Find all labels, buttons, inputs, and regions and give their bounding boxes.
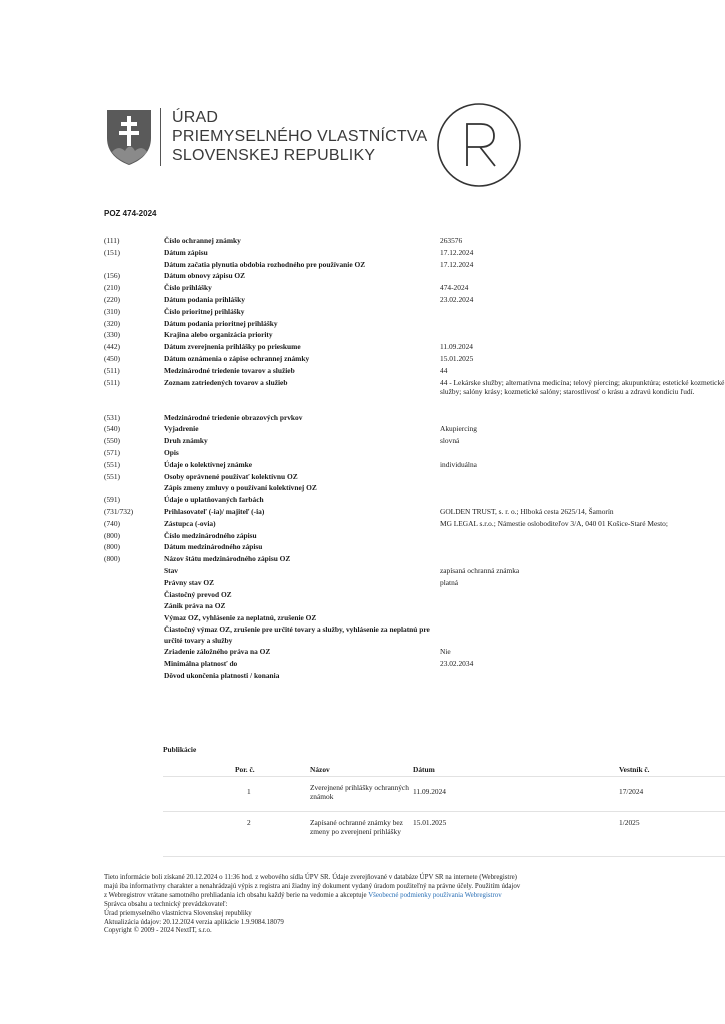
publication-vestnik: 17/2024 [619, 787, 644, 796]
field-code: (531) [104, 412, 121, 422]
field-label: Číslo ochrannej známky [164, 236, 241, 245]
office-name-line-2: PRIEMYSELNÉHO VLASTNÍCTVA [172, 128, 428, 145]
field-label: Názov štátu medzinárodného zápisu OZ [164, 554, 291, 564]
field-label: Medzinárodné triedenie tovarov a služieb [164, 365, 295, 375]
field-value: 474-2024 [440, 283, 469, 293]
field-value: GOLDEN TRUST, s. r. o.; Hlboká cesta 2625/14, Šamorín [440, 506, 614, 516]
field-code: (740) [104, 518, 121, 528]
table-row [104, 259, 725, 271]
field-label: Čiastočný výmaz OZ, zrušenie pre určité tovary a služby, vyhlásenie za neplatnú pre určité tovary a služby [164, 624, 430, 645]
field-value: 44 [440, 365, 448, 375]
table-row [104, 247, 725, 259]
table-row [104, 459, 725, 471]
field-code: (511) [104, 377, 120, 387]
slovak-coat-of-arms-icon [104, 108, 154, 166]
field-value: 44 - Lekárske služby; alternatívna medicína; telový piercing; akupunktúra; estetické kozmetické služby; salóny krásy; kozmetické salóny; starostlivosť o krásu a zdravú kondíciu ľudí. [440, 378, 725, 397]
field-code: (210) [104, 283, 121, 293]
publication-vestnik: 1/2025 [619, 818, 640, 827]
field-value: slovná [440, 436, 460, 446]
field-label: Prihlasovateľ (-ia)/ majiteľ (-ia) [164, 506, 265, 516]
table-row [163, 812, 725, 857]
field-code: (220) [104, 294, 121, 304]
footer-line [104, 892, 724, 901]
table-row [104, 553, 725, 565]
publications-table [163, 762, 725, 857]
table-row [104, 423, 725, 435]
table-row [104, 294, 725, 306]
field-label: Dátum podania prioritnej prihlášky [164, 318, 278, 328]
field-label: Zriadenie záložného práva na OZ [164, 646, 271, 656]
header-datum: Dátum [413, 765, 435, 774]
field-label: Zástupca (-ovia) [164, 518, 216, 528]
field-value: 23.02.2024 [440, 294, 474, 304]
footer-line: majú iba informatívny charakter a nenahrádzajú výpis z registra ani žiadny iný dokument vydaný úradom použiteľný na právne účely. Použitím údajov [104, 882, 521, 890]
field-label: Číslo prioritnej prihlášky [164, 306, 245, 316]
header-divider [160, 108, 161, 166]
footer-line: Správca obsahu a technický prevádzkovateľ: [104, 900, 228, 908]
field-code: (511) [104, 365, 120, 375]
document-id: POZ 474-2024 [104, 209, 157, 218]
field-label: Číslo medzinárodného zápisu [164, 530, 257, 540]
field-code: (156) [104, 271, 121, 281]
table-row [104, 589, 725, 601]
footer-line: Copyright © 2009 - 2024 NextIT, s.r.o. [104, 927, 212, 935]
footer-line: Tieto informácie boli získané 20.12.2024 o 11:36 hod. z webového sídla ÚPV SR. Údaje zverejňované v databáze ÚPV SR na internete (Webregistre) [104, 874, 517, 881]
field-label: Zápis zmeny zmluvy o používaní kolektívnej OZ [164, 483, 317, 493]
office-header [104, 108, 724, 188]
table-row [104, 341, 725, 353]
field-label: Opis [164, 447, 179, 457]
field-code: (571) [104, 447, 121, 457]
footer-disclaimer [104, 874, 724, 936]
table-row [104, 518, 725, 530]
field-code: (551) [104, 459, 121, 469]
field-label: Dátum začatia plynutia obdobia rozhodného pre používanie OZ [164, 259, 366, 269]
field-label: Údaje o kolektívnej známke [164, 459, 253, 469]
field-code: (450) [104, 353, 121, 363]
footer-line: Aktualizácia údajov: 20.12.2024 verzia aplikácie 1.9.9084.18079 [104, 918, 284, 926]
table-row [104, 412, 725, 424]
table-row [104, 329, 725, 341]
field-code: (800) [104, 554, 121, 564]
field-label: Dátum medzinárodného zápisu [164, 542, 263, 552]
field-label: Stav [164, 565, 178, 575]
field-value: Akupiercing [440, 424, 477, 434]
table-row [104, 270, 725, 282]
field-value: zapísaná ochranná známka [440, 565, 520, 575]
table-row [104, 577, 725, 589]
field-label: Zánik práva na OZ [164, 601, 226, 611]
record-table [104, 235, 725, 681]
registered-trademark-icon [434, 100, 524, 190]
table-row [104, 235, 725, 247]
field-label: Právny stav OZ [164, 577, 215, 587]
header-vestnik: Vestník č. [619, 765, 650, 774]
field-label: Osoby oprávnené používať kolektívnu OZ [164, 471, 298, 481]
field-value: MG LEGAL s.r.o.; Námestie osloboditeľov 3/A, 040 01 Košice-Staré Mesto; [440, 518, 668, 528]
field-value: platná [440, 577, 459, 587]
table-row [104, 658, 725, 670]
field-value: individuálna [440, 459, 477, 469]
field-code: (540) [104, 424, 121, 434]
field-label: Minimálna platnosť do [164, 658, 238, 668]
table-row [104, 482, 725, 494]
header-nazov: Názov [310, 765, 330, 774]
office-name [172, 108, 427, 165]
table-row [163, 777, 725, 812]
table-row [104, 353, 725, 365]
publication-por: 2 [247, 818, 251, 827]
field-label: Vyjadrenie [164, 424, 199, 434]
publications-header-row [163, 762, 725, 777]
field-label: Údaje o uplatňovaných farbách [164, 495, 264, 505]
field-code: (310) [104, 306, 121, 316]
table-row [104, 565, 725, 577]
table-row [104, 612, 725, 624]
publication-nazov: Zapísané ochranné známky bez zmeny po zverejnení prihlášky [310, 818, 403, 836]
field-value: Nie [440, 646, 451, 656]
field-label: Čiastočný prevod OZ [164, 589, 232, 599]
table-row [104, 624, 725, 646]
field-label: Medzinárodné triedenie obrazových prvkov [164, 412, 303, 422]
publication-por: 1 [247, 787, 251, 796]
field-code: (330) [104, 330, 121, 340]
field-code: (442) [104, 342, 121, 352]
field-value: 263576 [440, 236, 463, 245]
office-name-line-3: SLOVENSKEJ REPUBLIKY [172, 147, 376, 164]
field-code: (731/732) [104, 506, 134, 516]
field-code: (320) [104, 318, 121, 328]
field-value: 15.01.2025 [440, 353, 474, 363]
field-label: Číslo prihlášky [164, 283, 212, 293]
field-label: Dátum zverejnenia prihlášky po prieskume [164, 342, 301, 352]
table-row [104, 318, 725, 330]
table-row [104, 365, 725, 377]
field-value: 11.09.2024 [440, 342, 473, 352]
field-label: Dátum podania prihlášky [164, 294, 245, 304]
table-row [104, 670, 725, 682]
publication-datum: 11.09.2024 [413, 787, 446, 796]
field-label: Druh známky [164, 436, 208, 446]
field-label: Dôvod ukončenia platnosti / konania [164, 670, 280, 680]
table-row [104, 506, 725, 518]
table-row [104, 494, 725, 506]
field-code: (800) [104, 542, 121, 552]
table-row [104, 306, 725, 318]
field-code: (151) [104, 247, 121, 257]
table-row [104, 471, 725, 483]
office-name-line-1: ÚRAD [172, 109, 219, 126]
field-value: 23.02.2034 [440, 658, 474, 668]
footer-text: z Webregistrov vrátane samotného prehliadania ich obsahu každý berie na vedomie a akceptuje [104, 891, 369, 899]
publications-title: Publikácie [163, 745, 197, 754]
footer-line: Úrad priemyselného vlastníctva Slovenskej republiky [104, 909, 252, 917]
table-row [104, 541, 725, 553]
table-row [104, 435, 725, 447]
field-code: (591) [104, 495, 121, 505]
field-label: Dátum oznámenia o zápise ochrannej známky [164, 353, 310, 363]
field-value: 17.12.2024 [440, 259, 474, 269]
field-label: Zoznam zatriedených tovarov a služieb [164, 377, 288, 387]
field-label: Krajina alebo organizácia priority [164, 330, 273, 340]
publication-nazov: Zverejnené prihlášky ochranných známok [310, 783, 409, 801]
field-value: 17.12.2024 [440, 247, 474, 257]
table-row [104, 646, 725, 658]
table-row [104, 282, 725, 294]
field-label: Dátum obnovy zápisu OZ [164, 271, 246, 281]
terms-of-use-link[interactable]: Všeobecné podmienky používania Webregistrov [368, 891, 502, 899]
table-row [104, 600, 725, 612]
field-label: Výmaz OZ, vyhlásenie za neplatnú, zrušenie OZ [164, 613, 317, 623]
field-code: (800) [104, 530, 121, 540]
field-code: (551) [104, 471, 121, 481]
table-row [104, 530, 725, 542]
field-code: (111) [104, 236, 120, 245]
table-row [104, 447, 725, 459]
field-label: Dátum zápisu [164, 247, 208, 257]
publication-datum: 15.01.2025 [413, 818, 447, 827]
header-por: Por. č. [235, 765, 255, 774]
table-row [104, 377, 725, 412]
field-code: (550) [104, 436, 121, 446]
